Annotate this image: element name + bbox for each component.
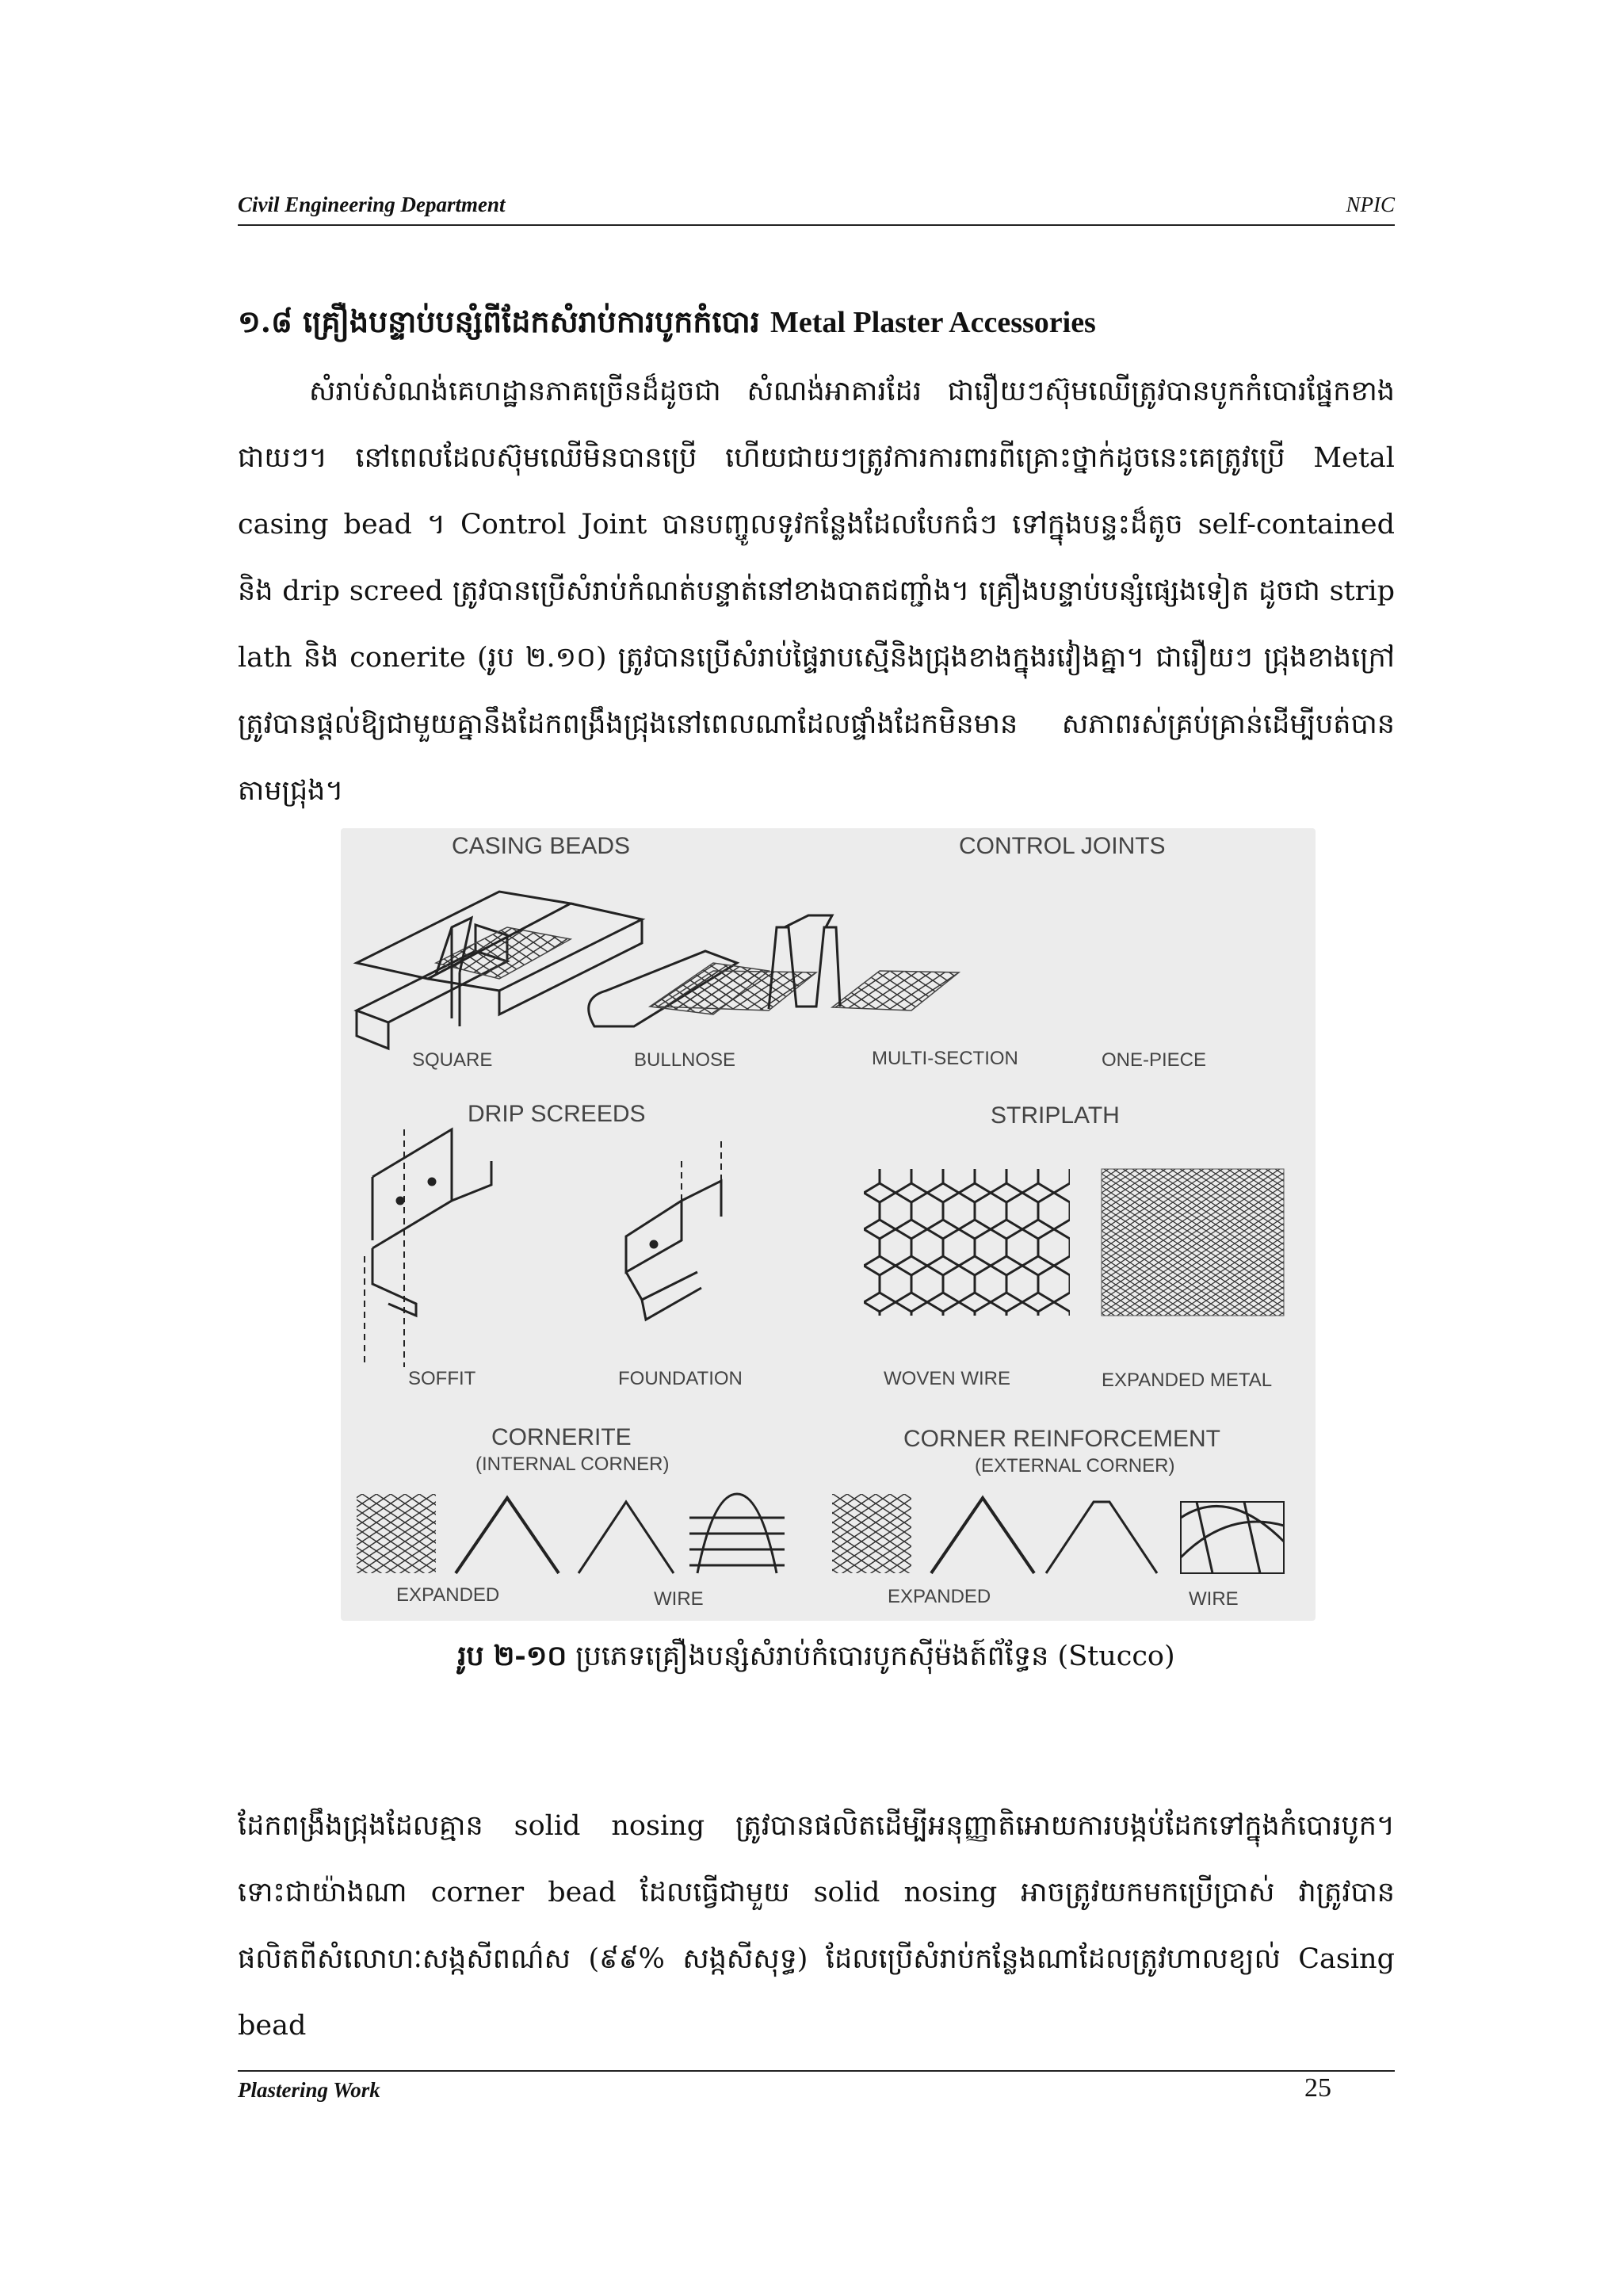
- footer-title: Plastering Work: [238, 2078, 380, 2102]
- label-expanded-metal: EXPANDED METAL: [1102, 1370, 1273, 1391]
- figure-metal-accessories: [341, 828, 1316, 1621]
- label-corner-reinforcement: CORNER REINFORCEMENT: [903, 1426, 1221, 1452]
- foundation-screed-drawing: [626, 1137, 721, 1320]
- expanded-metal-drawing: [1102, 1169, 1284, 1316]
- label-cornerite-wire: WIRE: [654, 1588, 704, 1610]
- label-bullnose: BULLNOSE: [634, 1049, 736, 1071]
- label-corner-wire: WIRE: [1189, 1588, 1239, 1610]
- body-paragraph-2: ដែកពង្រឹងជ្រុងដែលគ្មាន solid nosing ត្រូវបានផលិតដើម្បីអនុញ្ញាតិអោយការបង្កប់ដែកទៅក្នុងកំបោរបូក។ ទោះជាយ៉ាងណា corner bead ដែលធ្វើជាមួយ solid nosing អាចត្រូវយកមកប្រើប្រាស់ វាត្រូវបានផលិតពីសំលោហៈសង្កសីពណ៌ស (៩៩% សង្កសីសុទ្ធ) ដែលប្រើសំរាប់កន្លែងណាដែលត្រូវហាលខ្យល់ Casing bead: [238, 1810, 1395, 2042]
- label-drip-screeds: DRIP SCREEDS: [468, 1101, 646, 1127]
- body-paragraph-1: សំរាប់សំណង់គេហដ្ឋានភាគច្រើនដ៏ដូចជា សំណង់អាគារដែរ ជារឿយៗស៊ុមឈើត្រូវបានបូកកំបោរផ្នែកខាងជាយៗ។ នៅពេលដែលស៊ុមឈើមិនបានប្រើ ហើយជាយៗត្រូវការការពារពីគ្រោះថ្នាក់ដូចនេះគេត្រូវប្រើ Metal casing bead ។ Control Joint បានបញ្ចូលទូវកន្លែងដែលបែកធំៗ ទៅក្នុងបន្ទះដ៏តូច self-contained និង drip screed ត្រូវបានប្រើសំរាប់កំណត់បន្ទាត់នៅខាងបាតជញ្ជាំង។ គ្រឿងបន្ទាប់បន្សំផ្សេងទៀត ដូចជា strip lath និង conerite (រូប ២.១០) ត្រូវបានប្រើសំរាប់ផ្ទៃរាបស្មើនិងជ្រុងខាងក្នុងរវៀងគ្នា។ ជារឿយៗ ជ្រុងខាងក្រៅត្រូវបានផ្តល់ឱ្យជាមួយគ្នានឹងដែកពង្រឹងជ្រុងនៅពេលណាដែលផ្ទាំងដែកមិនមាន សភាពរស់គ្រប់គ្រាន់ដើម្បីបត់បានតាមជ្រុង។: [238, 376, 1395, 807]
- figure-number: រូប ២-១០: [457, 1640, 567, 1672]
- label-striplath: STRIPLATH: [991, 1102, 1120, 1129]
- label-one-piece: ONE-PIECE: [1102, 1049, 1207, 1071]
- figure-caption-text: ប្រភេទគ្រឿងបន្សំសំរាប់កំបោរបូកស៊ីម៉ងត៍ព័ទ្ធែន (Stucco): [575, 1641, 1175, 1672]
- page-number: 25: [1304, 2073, 1331, 2103]
- cornerite-wire-drawing: [579, 1494, 785, 1573]
- label-woven-wire: WOVEN WIRE: [884, 1368, 1010, 1389]
- label-foundation: FOUNDATION: [618, 1368, 743, 1389]
- woven-wire-drawing: [864, 1169, 1070, 1316]
- soffit-screed-drawing: [365, 1129, 491, 1367]
- label-corner-reinforcement-sub: (EXTERNAL CORNER): [975, 1455, 1175, 1477]
- label-cornerite-sub: (INTERNAL CORNER): [475, 1454, 670, 1475]
- label-corner-expanded: EXPANDED: [888, 1586, 991, 1607]
- cornerite-expanded-drawing: [357, 1494, 559, 1573]
- footer-rule: [238, 2070, 1395, 2072]
- one-piece-joint-drawing: [658, 915, 959, 1010]
- label-control-joints: CONTROL JOINTS: [959, 833, 1166, 859]
- header-rule: [238, 224, 1395, 226]
- header-institution: NPIC: [1346, 193, 1395, 216]
- figure-caption: [238, 1639, 1395, 1679]
- label-cornerite-expanded: EXPANDED: [396, 1584, 500, 1606]
- figure-drawing: [341, 828, 1316, 1621]
- page-footer: [238, 2073, 1395, 2103]
- label-cornerite: CORNERITE: [491, 1424, 632, 1450]
- square-bead-drawing: [357, 925, 571, 1049]
- corner-wire-drawing: [1046, 1502, 1284, 1573]
- corner-expanded-drawing: [832, 1494, 1034, 1573]
- page-header: [238, 193, 1395, 217]
- label-square: SQUARE: [412, 1049, 493, 1071]
- label-multi-section: MULTI-SECTION: [872, 1048, 1018, 1069]
- label-casing-beads: CASING BEADS: [452, 833, 631, 859]
- section-title-english: Metal Plaster Accessories: [770, 306, 1096, 339]
- label-soffit: SOFFIT: [408, 1368, 476, 1389]
- header-department: Civil Engineering Department: [238, 193, 506, 216]
- section-title: [238, 303, 1395, 347]
- section-title-khmer: ១.៨ គ្រឿងបន្ទាប់បន្សំពីដែកសំរាប់ការបូកកំបោរ: [238, 304, 760, 339]
